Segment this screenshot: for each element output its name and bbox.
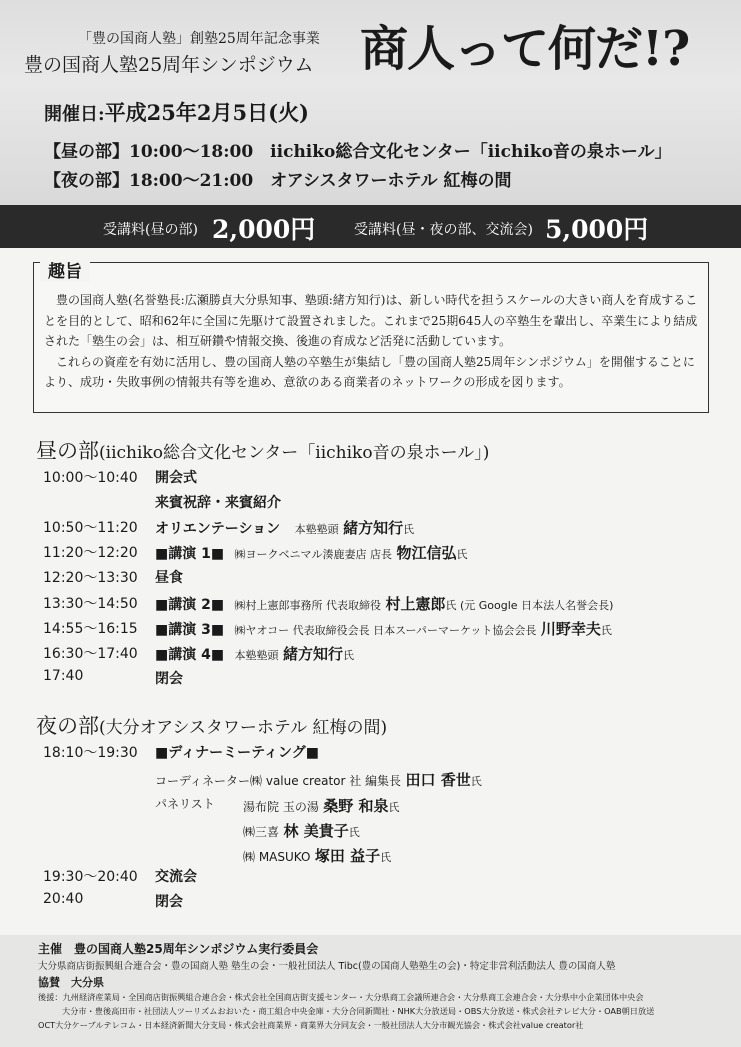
row-time: 14:55〜16:15 [43,621,138,637]
coordinator-role: コーディネーター㈱ value creator 社 編集長 [155,774,402,788]
speaker-suffix: 氏 [343,649,354,662]
night-program-title [36,710,387,740]
schedule-row [43,891,733,913]
item-title: ■講演 1■ [155,546,225,562]
sub-tag: 「豊の国商人塾」創塾25周年記念事業 [78,31,320,47]
schedule-row [43,668,733,690]
panelist-row [43,845,733,867]
date-value: 平成25年2月5日(火) [104,100,309,125]
row-time: 18:10〜19:30 [43,745,138,761]
row-item: 昼食 [155,570,183,586]
schedule-row [43,567,733,589]
speaker-name: 緒方知行 [282,645,343,663]
row-item: 閉会 [155,671,183,687]
intro-paragraph-2: これらの資産を有効に活用し、豊の国商人塾の卒塾生が集結し「豊の国商人塾25周年シンポジウム」を開催することにより、成功・失敗事例の情報共有等を進め、意欲のある商業者のネットワークの形成を図ります。 [44,354,695,390]
schedule-row [43,492,733,514]
row-item [155,643,354,664]
schedule-row [43,643,733,665]
row-item [155,517,414,538]
co-organizers: 大分県商店街振興組合連合会・豊の国商人塾 塾生の会・一般社団法人 Tibc(豊の国商人塾塾生の会)・特定非営利活動法人 豊の国商人塾 [38,961,616,972]
panelist [243,795,400,816]
schedule-row [43,542,733,564]
coordinator-name: 田口 香世 [405,771,471,789]
dinner-title: ■ディナーミーティング■ [155,745,319,761]
speaker-name: 緒方知行 [343,519,404,537]
panelist-name: 林 美貴子 [283,822,349,840]
support-line-3: OCT大分ケーブルテレコム・日本経済新聞大分支局・株式会社商業界・商業界大分同友会・一般社団法人大分市観光協会・株式会社value creator社 [38,1020,584,1030]
speaker-role: ㈱ヨークベニマル湊鹿妻店 店長 [234,548,393,561]
speaker-role: ㈱村上憲郎事務所 代表取締役 [234,599,382,612]
schedule-row [43,593,733,615]
day-fee-value: 2,000円 [212,215,316,244]
row-time: 17:40 [43,668,84,684]
row-item: 来賓祝辞・来賓紹介 [155,495,281,511]
row-time: 16:30〜17:40 [43,646,138,662]
panelist-row [43,795,733,817]
event-title: 豊の国商人塾25周年シンポジウム [24,54,314,76]
speaker-name: 村上憲郎 [385,595,446,613]
catchphrase: 商人って何だ!? [360,21,690,77]
speaker-suffix: 氏 [456,548,468,561]
speaker-suffix: 氏 [600,624,612,637]
day-venue: (iichiko総合文化センター「iichiko音の泉ホール」) [99,443,490,463]
coordinator [155,769,482,790]
panel-label: パネリスト [155,797,215,811]
row-time: 10:00〜10:40 [43,470,138,486]
intro-text [44,290,699,393]
row-item [155,593,613,614]
coordinator-row [43,769,733,791]
organizer: 主催 豊の国商人塾25周年シンポジウム実行委員会 [38,942,319,956]
panelist-org: ㈱三喜 [243,825,280,839]
item-title: ■講演 3■ [155,622,225,638]
speaker-suffix: 氏 (元 Google 日本法人名誉会長) [445,599,614,612]
night-title-text: 夜の部 [36,714,99,738]
row-item [155,618,612,639]
fee-bar [0,205,741,248]
night-venue: (大分オアシスタワーホテル 紅梅の間) [99,718,388,738]
honorific: 氏 [388,801,400,814]
row-time: 20:40 [43,891,84,907]
honorific: 氏 [348,826,360,839]
intro-paragraph-1: 豊の国商人塾(名誉塾長:広瀬勝貞大分県知事、塾頭:緒方知行)は、新しい時代を担うスケールの大きい商人を育成することを目的として、昭和62年に全国に先駆けて設置されました。これまで25期645人の卒塾生を輩出し、卒業生により結成された「塾生の会」は、相互研鑽や情報交換、後進の育成など活発に活動しています。 [44,293,698,349]
day-program-title [36,435,489,465]
row-item [155,542,468,563]
panelist [243,820,360,841]
row-item: 交流会 [155,869,197,885]
event-date [44,97,309,127]
night-session-line: 【夜の部】18:00〜21:00 オアシスタワーホテル 紅梅の間 [44,171,512,191]
row-time: 19:30〜20:40 [43,869,138,885]
panelist-row [43,820,733,842]
panelist [243,845,391,866]
speaker-name: 物江信弘 [396,544,457,562]
row-time: 13:30〜14:50 [43,596,138,612]
support-line-1: 後援：九州経済産業局・全国商店街振興組合連合会・株式会社全国商店街支援センター・大分県商工会議所連合会・大分県商工会連合会・大分県中小企業団体中央会 [38,992,644,1002]
row-item: 閉会 [155,894,183,910]
intro-heading: 趣旨 [40,257,90,282]
row-time: 11:20〜12:20 [43,545,138,561]
schedule-row [43,742,733,764]
date-prefix: 開催日: [44,104,105,125]
support-line-2: 大分市・豊後高田市・社団法人ツーリズムおおいた・商工組合中央金庫・大分合同新聞社・NHK大分放送局・OBS大分放送・株式会社テレビ大分・OAB朝日放送 [62,1006,655,1016]
full-fee-value: 5,000円 [545,215,649,244]
row-time: 10:50〜11:20 [43,520,138,536]
panelist-org: ㈱ MASUKO [243,850,311,864]
row-time: 12:20〜13:30 [43,570,138,586]
panelist-name: 塚田 益子 [314,847,381,865]
item-title: オリエンテーション [155,521,281,537]
panelist-name: 桑野 和泉 [323,797,389,815]
honorific: 氏 [380,851,392,864]
schedule-row [43,517,733,539]
honorific: 氏 [470,775,482,788]
schedule-row [43,618,733,640]
speaker-role: 本塾塾頭 [294,523,339,536]
item-title: ■講演 4■ [155,647,225,663]
row-item: 開会式 [155,470,197,486]
panelist-org: 湯布院 玉の湯 [243,800,319,814]
speaker-name: 川野幸夫 [540,620,601,638]
footer [0,935,741,1047]
speaker-suffix: 氏 [403,523,415,536]
schedule-row [43,866,733,888]
day-session-line: 【昼の部】10:00〜18:00 iichiko総合文化センター「iichiko音の泉ホール」 [44,142,672,162]
day-fee-label: 受講料(昼の部) [103,222,198,238]
cooperation: 協賛 大分県 [38,976,104,989]
speaker-role: ㈱ヤオコー 代表取締役会長 日本スーパーマーケット協会会長 [234,624,537,637]
item-title: ■講演 2■ [155,597,225,613]
day-title-text: 昼の部 [36,439,99,463]
full-fee-label: 受講料(昼・夜の部、交流会) [354,222,533,238]
speaker-role: 本塾塾頭 [234,649,279,662]
schedule-row [43,467,733,489]
